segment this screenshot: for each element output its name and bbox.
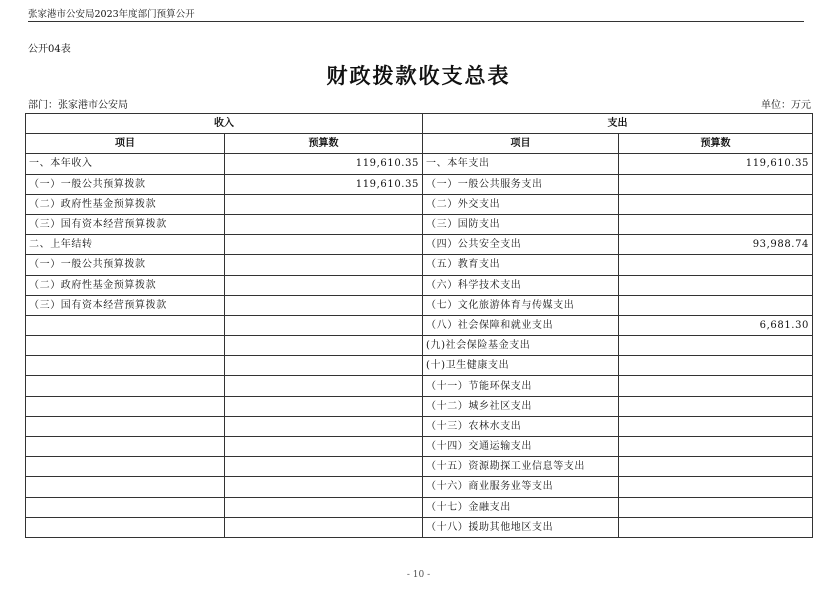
- expense-item-cell: （十七）金融支出: [423, 497, 619, 517]
- income-item-cell: （一）一般公共预算拨款: [26, 255, 225, 275]
- income-amount-cell: [225, 416, 423, 436]
- income-amount-cell: [225, 437, 423, 457]
- income-item-cell: （二）政府性基金预算拨款: [26, 275, 225, 295]
- income-item-cell: 一、本年收入: [26, 154, 225, 174]
- expense-item-cell: （十二）城乡社区支出: [423, 396, 619, 416]
- income-amount-cell: [225, 376, 423, 396]
- expense-item-cell: （十四）交通运输支出: [423, 437, 619, 457]
- expense-item-cell: （十一）节能环保支出: [423, 376, 619, 396]
- table-row: [26, 497, 813, 517]
- expense-item-cell: （四）公共安全支出: [423, 235, 619, 255]
- income-item-cell: [26, 336, 225, 356]
- income-header: 收入: [26, 114, 423, 134]
- expense-amount-cell: [619, 214, 813, 234]
- expense-item-cell: （七）文化旅游体育与传媒支出: [423, 295, 619, 315]
- expense-item-cell: 一、本年支出: [423, 154, 619, 174]
- table-row: [26, 275, 813, 295]
- expense-amount-cell: 93,988.74: [619, 235, 813, 255]
- expense-amount-cell: [619, 356, 813, 376]
- table-row: [26, 517, 813, 537]
- expense-amount-cell: [619, 336, 813, 356]
- budget-table-body: [26, 154, 813, 538]
- document-header: 张家港市公安局2023年度部门预算公开: [28, 9, 804, 22]
- income-amount-cell: [225, 396, 423, 416]
- income-amount-cell: [225, 255, 423, 275]
- expense-item-header: 项目: [423, 134, 619, 154]
- table-row: [26, 154, 813, 174]
- expense-amount-cell: 119,610.35: [619, 154, 813, 174]
- expense-amount-cell: [619, 477, 813, 497]
- income-amount-cell: [225, 517, 423, 537]
- expense-amount-cell: [619, 416, 813, 436]
- income-item-cell: （三）国有资本经营预算拨款: [26, 214, 225, 234]
- income-item-cell: （二）政府性基金预算拨款: [26, 194, 225, 214]
- budget-table: [25, 113, 813, 538]
- page-title: 财政拨款收支总表: [326, 63, 511, 88]
- page-number: - 10 -: [406, 570, 431, 580]
- expense-amount-cell: [619, 295, 813, 315]
- table-row: [26, 376, 813, 396]
- expense-header: 支出: [423, 114, 813, 134]
- expense-amount-cell: 6,681.30: [619, 315, 813, 335]
- expense-amount-cell: [619, 194, 813, 214]
- income-amount-cell: 119,610.35: [225, 154, 423, 174]
- table-row: [26, 477, 813, 497]
- expense-amount-cell: [619, 396, 813, 416]
- income-amount-cell: [225, 497, 423, 517]
- expense-item-cell: （六）科学技术支出: [423, 275, 619, 295]
- income-item-cell: [26, 437, 225, 457]
- income-item-cell: （三）国有资本经营预算拨款: [26, 295, 225, 315]
- expense-amount-cell: [619, 497, 813, 517]
- income-item-cell: [26, 376, 225, 396]
- table-row: [26, 295, 813, 315]
- income-amount-cell: [225, 235, 423, 255]
- expense-amount-cell: [619, 376, 813, 396]
- income-amount-cell: [225, 275, 423, 295]
- table-row: [26, 457, 813, 477]
- expense-item-cell: （十六）商业服务业等支出: [423, 477, 619, 497]
- expense-item-cell: (十)卫生健康支出: [423, 356, 619, 376]
- table-column-header-row: [26, 134, 813, 154]
- form-number: 公开04表: [28, 44, 71, 55]
- income-item-header: 项目: [26, 134, 225, 154]
- income-item-cell: [26, 517, 225, 537]
- expense-item-cell: （十八）援助其他地区支出: [423, 517, 619, 537]
- expense-amount-cell: [619, 275, 813, 295]
- expense-item-cell: （一）一般公共服务支出: [423, 174, 619, 194]
- table-row: [26, 315, 813, 335]
- income-amount-cell: [225, 214, 423, 234]
- expense-amount-cell: [619, 517, 813, 537]
- income-item-cell: [26, 497, 225, 517]
- expense-item-cell: （十五）资源勘探工业信息等支出: [423, 457, 619, 477]
- expense-item-cell: （五）教育支出: [423, 255, 619, 275]
- expense-amount-cell: [619, 255, 813, 275]
- expense-item-cell: （三）国防支出: [423, 214, 619, 234]
- income-amount-cell: [225, 477, 423, 497]
- income-amount-cell: [225, 356, 423, 376]
- income-item-cell: [26, 315, 225, 335]
- expense-item-cell: （八）社会保障和就业支出: [423, 315, 619, 335]
- table-row: [26, 194, 813, 214]
- income-amount-cell: [225, 295, 423, 315]
- income-item-cell: （一）一般公共预算拨款: [26, 174, 225, 194]
- income-amount-cell: [225, 457, 423, 477]
- income-item-cell: [26, 416, 225, 436]
- expense-item-cell: (九)社会保险基金支出: [423, 336, 619, 356]
- expense-item-cell: （十三）农林水支出: [423, 416, 619, 436]
- table-row: [26, 356, 813, 376]
- income-amount-cell: [225, 194, 423, 214]
- income-item-cell: [26, 356, 225, 376]
- unit-label: 单位：万元: [761, 100, 811, 111]
- income-amount-cell: [225, 315, 423, 335]
- expense-amount-header: 预算数: [619, 134, 813, 154]
- table-row: [26, 437, 813, 457]
- income-item-cell: [26, 477, 225, 497]
- income-item-cell: [26, 457, 225, 477]
- table-row: [26, 235, 813, 255]
- department-label: 部门：张家港市公安局: [28, 100, 128, 111]
- table-row: [26, 214, 813, 234]
- income-item-cell: [26, 396, 225, 416]
- table-row: [26, 336, 813, 356]
- table-row: [26, 416, 813, 436]
- income-amount-cell: [225, 336, 423, 356]
- income-amount-header: 预算数: [225, 134, 423, 154]
- expense-item-cell: （二）外交支出: [423, 194, 619, 214]
- table-row: [26, 396, 813, 416]
- expense-amount-cell: [619, 437, 813, 457]
- table-group-header-row: [26, 114, 813, 134]
- expense-amount-cell: [619, 457, 813, 477]
- income-amount-cell: 119,610.35: [225, 174, 423, 194]
- table-row: [26, 255, 813, 275]
- table-row: [26, 174, 813, 194]
- income-item-cell: 二、上年结转: [26, 235, 225, 255]
- expense-amount-cell: [619, 174, 813, 194]
